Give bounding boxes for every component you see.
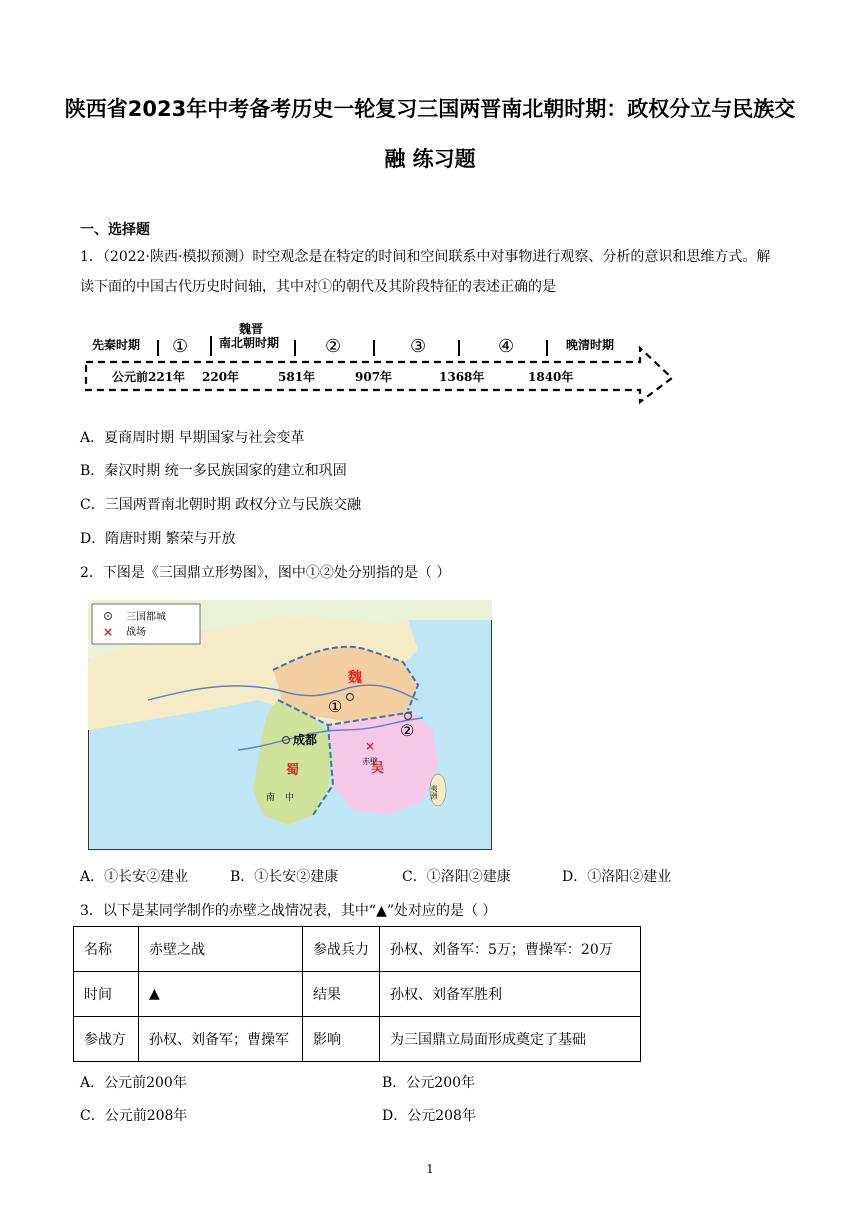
battle-marker-icon: × (103, 625, 114, 639)
map-label-wu: 吴 (371, 761, 385, 776)
q2-option-a[interactable]: A．①长安②建业 (80, 869, 189, 885)
map-svg (88, 600, 492, 850)
section-heading: 一、选择题 (80, 222, 150, 238)
table-row (74, 1017, 641, 1062)
q3-options-row-1 (80, 1073, 800, 1093)
table-row (74, 972, 641, 1017)
chibi-battle-icon: × (365, 739, 376, 753)
table-cell: 结果 (303, 972, 380, 1017)
q1-option-d[interactable]: D．隋唐时期 繁荣与开放 (80, 531, 236, 547)
timeline-dividers (158, 336, 547, 356)
table-cell: 孙权、刘备军胜利 (380, 972, 641, 1017)
map-label-wei: 魏 (348, 670, 362, 686)
table-cell: 为三国鼎立局面形成奠定了基础 (380, 1017, 641, 1062)
timeline-label-1: ① (172, 336, 189, 357)
q3-options-row-2 (80, 1106, 800, 1126)
q3-option-b[interactable]: B．公元200年 (382, 1075, 476, 1091)
timeline-label-nanbei: 南北朝时期 (219, 336, 280, 350)
table-cell: 影响 (303, 1017, 380, 1062)
table-cell: 参战方 (74, 1017, 139, 1062)
chibi-battle-table (73, 926, 641, 1062)
timeline-label-4: ④ (498, 336, 515, 357)
table-cell: 孙权、刘备军；曹操军 (139, 1017, 303, 1062)
timeline-year-4: 1368年 (439, 370, 485, 384)
timeline-label-3: ③ (410, 336, 427, 357)
timeline-label-weijin: 魏晋 (239, 322, 264, 336)
table-cell: 参战兵力 (303, 927, 380, 972)
page-title: 陕西省2023年中考备考历史一轮复习三国两晋南北朝时期：政权分立与民族交融 练习题 (64, 97, 796, 171)
timeline-label-late-qing: 晚清时期 (566, 338, 615, 352)
timeline-year-1: 220年 (202, 370, 240, 384)
q2-option-b[interactable]: B．①长安②建康 (230, 869, 339, 885)
three-kingdoms-map (88, 600, 492, 850)
map-marker-1: ① (328, 697, 343, 716)
map-marker-2: ② (400, 721, 415, 740)
question-1-text: 1．（2022·陕西·模拟预测）时空观念是在特定的时间和空间联系中对事物进行观察、分析的意识和思维方式。解读下面的中国古代历史时间轴，其中对①的朝代及其阶段特征的表述正确的是 (80, 249, 771, 295)
timeline-label-2: ② (325, 336, 342, 357)
table-cell: 时间 (74, 972, 139, 1017)
legend-capital: 三国都城 (126, 612, 166, 623)
timeline-year-2: 581年 (278, 370, 316, 384)
map-label-shu: 蜀 (286, 763, 300, 778)
q2-option-c[interactable]: C．①洛阳②建康 (402, 869, 511, 885)
q1-option-c[interactable]: C．三国两晋南北朝时期 政权分立与民族交融 (80, 497, 362, 513)
q1-option-b[interactable]: B．秦汉时期 统一多民族国家的建立和巩固 (80, 463, 347, 479)
timeline-year-5: 1840年 (528, 370, 574, 384)
table-cell: 赤壁之战 (139, 927, 303, 972)
map-label-yizhou: 夷洲 (430, 785, 438, 799)
map-label-chengdu: 成都 (293, 733, 318, 747)
table-cell: 名称 (74, 927, 139, 972)
timeline-figure (82, 318, 682, 410)
q2-options (80, 867, 800, 887)
q2-option-d[interactable]: D．①洛阳②建业 (562, 869, 672, 885)
q1-option-a[interactable]: A．夏商周时期 早期国家与社会变革 (80, 430, 305, 446)
timeline-year-3: 907年 (355, 370, 393, 384)
question-2-text: 2．下图是《三国鼎立形势图》，图中①②处分别指的是（ ） (80, 565, 451, 581)
page-number: 1 (426, 1162, 434, 1176)
legend-battle: 战场 (126, 627, 146, 638)
map-label-nanzhong: 南中 (266, 793, 305, 803)
q3-option-d[interactable]: D．公元208年 (382, 1108, 476, 1124)
q3-option-c[interactable]: C．公元前208年 (80, 1108, 188, 1124)
table-row (74, 927, 641, 972)
map-label-chibi: 赤壁 (362, 757, 378, 766)
question-3-text: 3．以下是某同学制作的赤壁之战情况表，其中“▲”处对应的是（ ） (80, 903, 497, 919)
timeline-svg (82, 318, 682, 410)
table-cell: ▲ (139, 972, 303, 1017)
q3-option-a[interactable]: A．公元前200年 (80, 1075, 187, 1091)
timeline-label-pre-qin: 先秦时期 (92, 338, 141, 352)
timeline-year-0: 公元前221年 (112, 370, 186, 384)
table-cell: 孙权、刘备军：5万；曹操军：20万 (380, 927, 641, 972)
